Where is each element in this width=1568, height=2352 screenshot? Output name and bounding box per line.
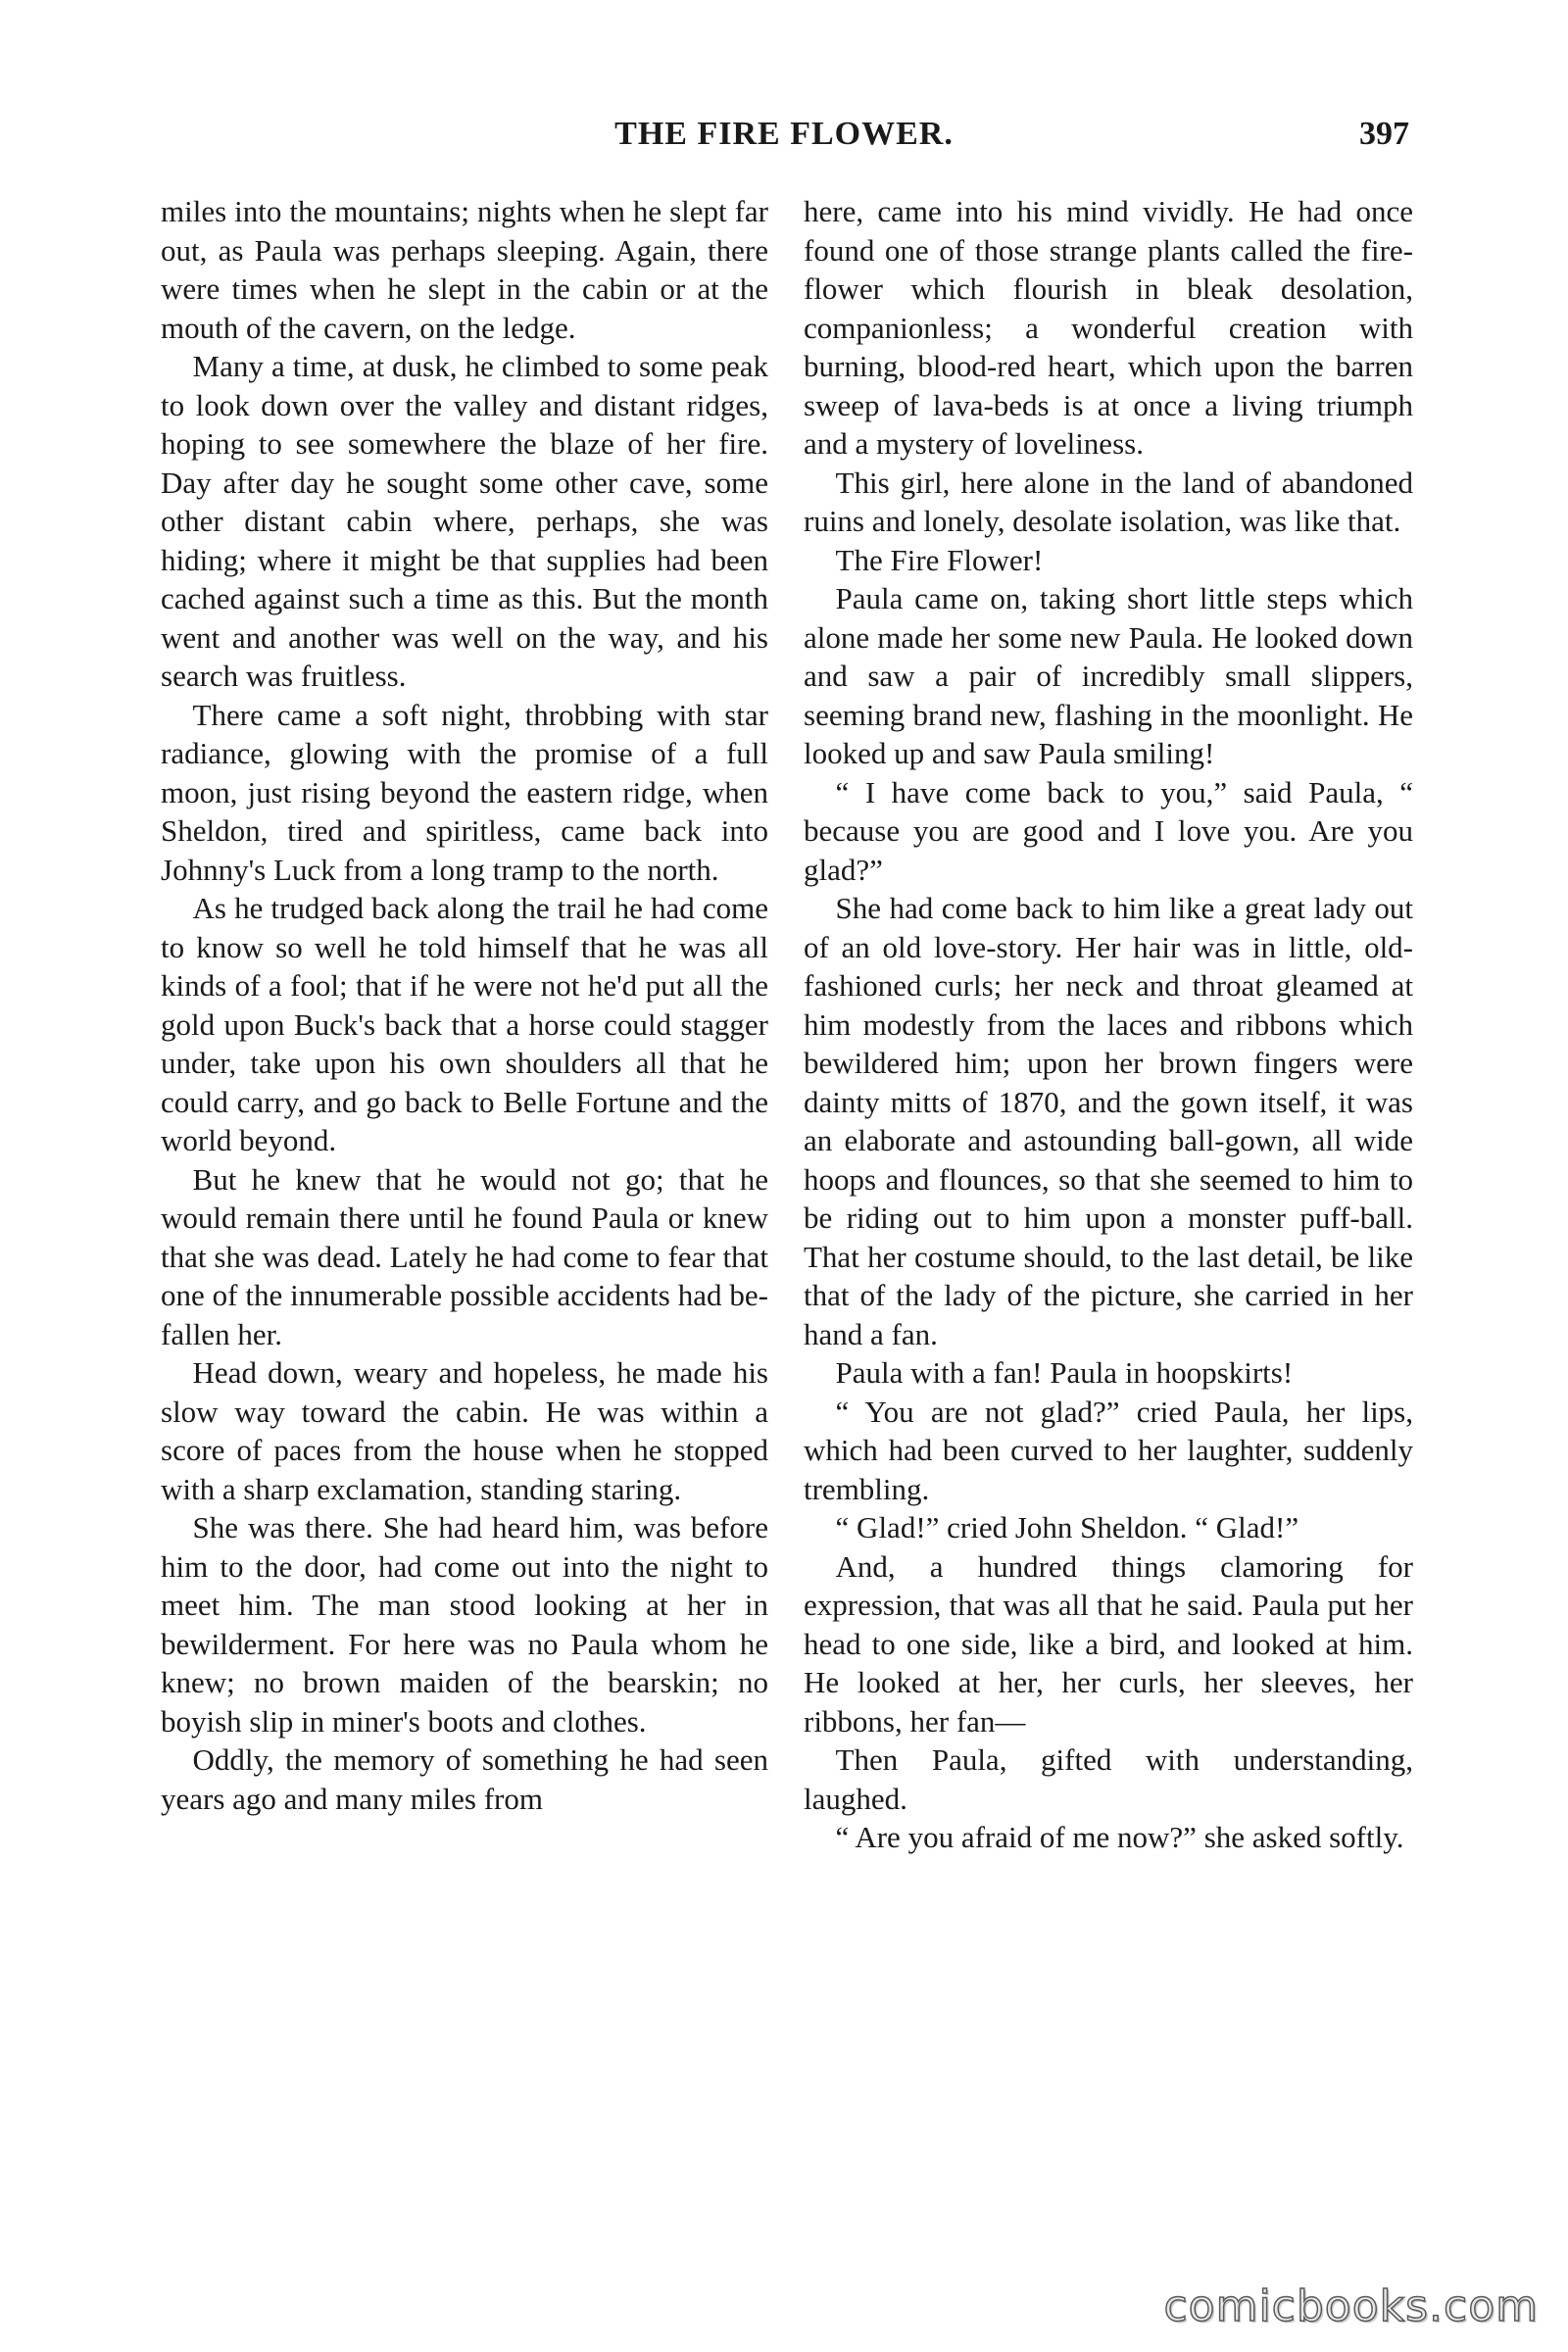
page-number: 397 <box>1359 116 1409 152</box>
watermark-logo: comicbooks.com <box>1163 2281 1539 2331</box>
left-column <box>161 192 768 1818</box>
paragraph: Many a time, at dusk, he climbed to some peak to look down over the valley and distant ridges, hoping to see somewhere the blaze of her fire. Day after day he sought some other cave, some other distant cabin where, perhaps, she was hiding; where it might be that supplies had been cached against such a time as this. But the month went and another was well on the way, and his search was fruitless. <box>161 349 768 693</box>
paragraph: She had come back to him like a great lady out of an old love-story. Her hair was in little, old-fashioned curls; her neck and throat gleamed at him modestly from the laces and ribbons which bewildered him; upon her brown fingers were dainty mitts of 1870, and the gown itself, it was an elaborate and astounding ball-gown, all wide hoops and flounces, so that she seemed to him to be riding out to him upon a monster puff-ball. That her costume should, to the last detail, be like that of the lady of the picture, she carried in her hand a fan. <box>804 891 1413 1351</box>
paragraph: As he trudged back along the trail he had come to know so well he told himself that he was all kinds of a fool; that if he were not he'd put all the gold upon Buck's back that a horse could stagger under, take upon his own shoulders all that he could carry, and go back to Belle Fortune and the world beyond. <box>161 891 768 1157</box>
paragraph: Head down, weary and hopeless, he made his slow way toward the cabin. He was within a score of paces from the house when he stopped with a sharp exclamation, standing staring. <box>161 1355 768 1506</box>
right-column <box>804 192 1413 1857</box>
paragraph: The Fire Flower! <box>835 542 1044 577</box>
paragraph: There came a soft night, throbbing with star radiance, glowing with the promise of a full moon, just rising beyond the eastern ridge, when Sheldon, tired and spiritless, came back into Johnny's Luck from a long tramp to the north. <box>161 697 768 887</box>
paragraph: But he knew that he would not go; that he would remain there until he found Paula or knew that she was dead. Lately he had come to fear that one of the innumerable possible accidents had befallen her. <box>161 1161 768 1351</box>
paragraph: Paula came on, taking short little steps which alone made her some new Paula. He looked down and saw a pair of incredibly small slippers, seeming brand new, flashing in the moonlight. He looked up and saw Paula smiling! <box>804 581 1413 770</box>
paragraph: here, came into his mind vividly. He had once found one of those strange plants called the fire-flower which flourish in bleak desolation, companionless; a wonderful creation with burning, blood-red heart, which upon the barren sweep of lava-beds is at once a living triumph and a mystery of loveliness. <box>804 194 1413 461</box>
paragraph: Paula with a fan! Paula in hoopskirts! <box>835 1355 1294 1390</box>
paragraph: “ I have come back to you,” said Paula, “ because you are good and I love you. Are you glad?” <box>804 774 1413 887</box>
paragraph: “ Are you afraid of me now?” she asked softly. <box>835 1820 1404 1854</box>
paragraph: And, a hundred things clamoring for expression, that was all that he said. Paula put her head to one side, like a bird, and looked at him. He looked at her, her curls, her sleeves, her ribbons, her fan— <box>804 1548 1413 1739</box>
running-title: THE FIRE FLOWER. <box>614 116 954 152</box>
paragraph: This girl, here alone in the land of abandoned ruins and lonely, desolate isolation, was like that. <box>804 465 1413 538</box>
paragraph: “ Glad!” cried John Sheldon. “ Glad!” <box>835 1510 1299 1544</box>
paragraph: miles into the mountains; nights when he slept far out, as Paula was perhaps sleeping. Again, there were times when he slept in the cabin or at the mouth of the cavern, on the ledge. <box>161 194 768 345</box>
running-head <box>159 116 1409 165</box>
paragraph: Then Paula, gifted with understanding, laughed. <box>804 1742 1413 1816</box>
paragraph: “ You are not glad?” cried Paula, her lips, which had been curved to her laughter, suddenly trembling. <box>804 1394 1413 1506</box>
paragraph: She was there. She had heard him, was before him to the door, had come out into the night to meet him. The man stood looking at her in bewilderment. For here was no Paula whom he knew; no brown maiden of the bearskin; no boyish slip in miner's boots and clothes. <box>161 1510 768 1739</box>
paragraph: Oddly, the memory of something he had seen years ago and many miles from <box>161 1742 768 1816</box>
